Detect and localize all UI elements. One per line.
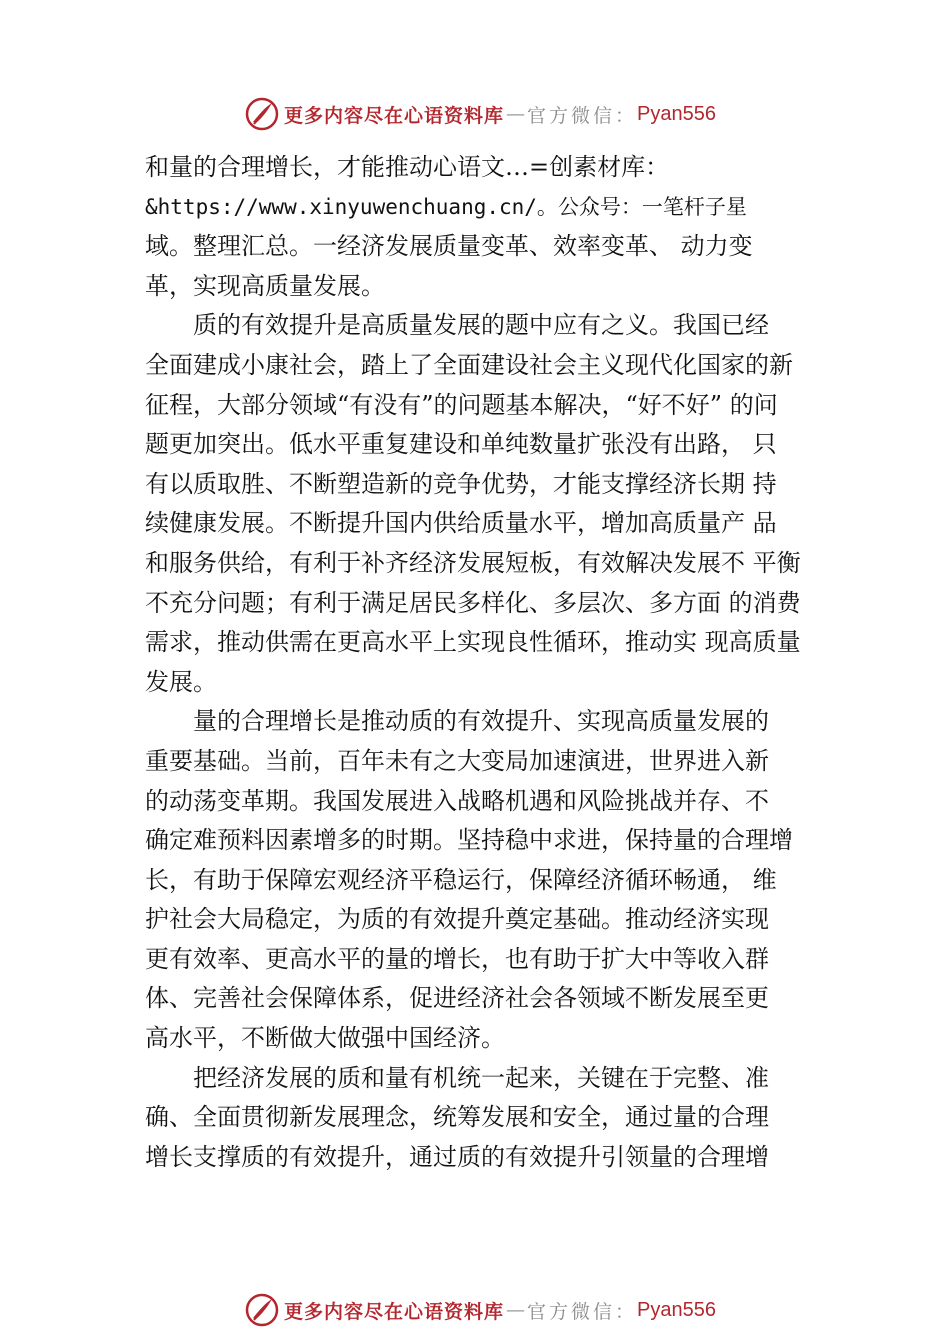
footer-banner: [0, 1290, 950, 1330]
banner-site-text: 更多内容尽在心语资料库: [284, 1300, 505, 1323]
intro-block: [145, 148, 835, 306]
paragraph-2: [145, 702, 835, 1058]
text-line: 确定难预料因素增多的时期。坚持稳中求进，保持量的合理增: [145, 826, 793, 855]
paragraph-1: [145, 306, 835, 702]
url-line: &https://www.xinyuwenchuang.cn/。公众号：一笔杆子星: [145, 194, 747, 219]
text-line: 高水平，不断做大做强中国经济。: [145, 1024, 505, 1053]
paragraph-3: [145, 1059, 835, 1178]
text-line: 有以质取胜、不断塑造新的竞争优势，才能支撑经济长期 持: [145, 469, 777, 498]
text-line: 革，实现高质量发展。: [145, 271, 385, 300]
text-line: 和服务供给，有利于补齐经济发展短板，有效解决发展不 平衡: [145, 548, 801, 577]
text-line: 长，有助于保障宏观经济平稳运行，保障经济循环畅通， 维: [145, 865, 777, 894]
banner-site-text: 更多内容尽在心语资料库: [284, 104, 505, 127]
banner-dash: —: [506, 1299, 526, 1321]
banner-wechat-id: Pyan556: [637, 1298, 716, 1321]
header-banner: [0, 94, 950, 134]
text-line: 域。整理汇总。一经济发展质量变革、效率变革、 动力变: [145, 232, 753, 261]
banner-label: 官方微信：: [527, 1300, 638, 1323]
banner-dash: —: [506, 103, 526, 125]
text-line: 和量的合理增长，才能推动心语文…=创素材库：: [145, 153, 670, 181]
text-line: 质的有效提升是高质量发展的题中应有之义。我国已经: [193, 311, 769, 340]
text-line: 全面建成小康社会，踏上了全面建设社会主义现代化国家的新: [145, 350, 793, 379]
text-line: 征程，大部分领域“有没有”的问题基本解决，“好不好” 的问: [145, 390, 778, 419]
text-line: 确、全面贯彻新发展理念，统筹发展和安全，通过量的合理: [145, 1103, 769, 1132]
text-line: 续健康发展。不断提升国内供给质量水平，增加高质量产 品: [145, 509, 777, 538]
quill-pen-seal-icon: [244, 1292, 280, 1328]
text-line: 不充分问题；有利于满足居民多样化、多层次、多方面 的消费: [145, 588, 801, 617]
text-line: 需求，推动供需在更高水平上实现良性循环，推动实 现高质量: [145, 628, 801, 657]
text-line: 增长支撑质的有效提升，通过质的有效提升引领量的合理增: [145, 1142, 769, 1171]
text-line: 把经济发展的质和量有机统一起来，关键在于完整、准: [193, 1063, 769, 1092]
banner-wechat-id: Pyan556: [637, 102, 716, 125]
banner-label: 官方微信：: [527, 104, 638, 127]
text-line: 题更加突出。低水平重复建设和单纯数量扩张没有出路， 只: [145, 430, 777, 459]
text-line: 体、完善社会保障体系，促进经济社会各领域不断发展至更: [145, 984, 769, 1013]
document-body: [145, 148, 835, 1177]
quill-pen-seal-icon: [244, 96, 280, 132]
text-line: 护社会大局稳定，为质的有效提升奠定基础。推动经济实现: [145, 905, 769, 934]
text-line: 的动荡变革期。我国发展进入战略机遇和风险挑战并存、不: [145, 786, 769, 815]
text-line: 发展。: [145, 667, 217, 696]
text-line: [145, 188, 835, 228]
text-line: 更有效率、更高水平的量的增长，也有助于扩大中等收入群: [145, 944, 769, 973]
text-line: 量的合理增长是推动质的有效提升、实现高质量发展的: [193, 707, 769, 736]
text-line: 重要基础。当前，百年未有之大变局加速演进，世界进入新: [145, 746, 769, 775]
